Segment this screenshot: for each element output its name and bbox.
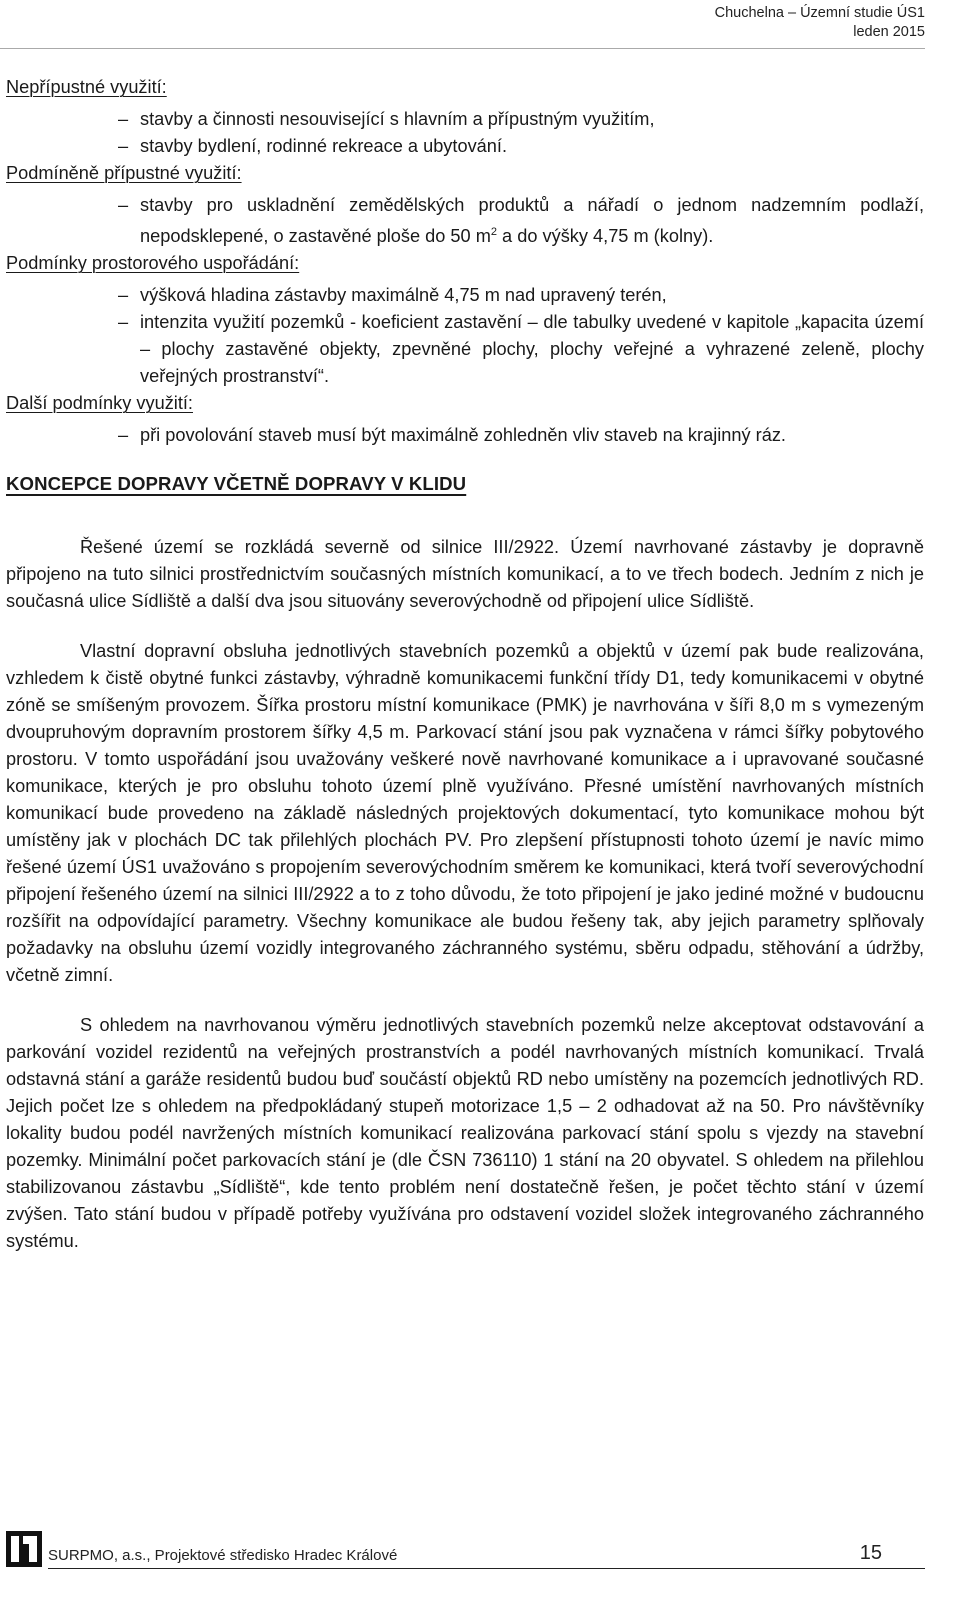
list-item (6, 192, 924, 250)
list-item (6, 422, 924, 449)
paragraph: Řešené území se rozkládá severně od silnice III/2922. Území navrhované zástavby je dopravně připojeno na tuto silnici prostřednictvím současných místních komunikací, a to ve třech bodech. Jedním z nich je současná ulice Sídliště a další dva jsou situovány severovýchodně od připojení ulice Sídliště. (6, 537, 924, 612)
list-item-text: při povolování staveb musí být maximálně zohledněn vliv staveb na krajinný ráz. (140, 425, 786, 446)
footer-company: SURPMO, a.s., Projektové středisko Hradec Králové (48, 1547, 398, 1564)
section-title-podminene: Podmíněně přípustné využití: (6, 163, 242, 183)
list-item-text-cont: a do výšky 4,75 m (kolny). (497, 226, 714, 247)
page-header (715, 4, 925, 42)
paragraph: S ohledem na navrhovanou výměru jednotlivých stavebních pozemků nelze akceptovat odstavování a parkování vozidel rezidentů na veřejných prostranstvích a podél navrhovaných místních komunikací. Trvalá odstavná stání a garáže residentů budou buď součástí objektů RD nebo umístěny na pozemcích jednotlivých RD. Jejich počet lze s ohledem na předpokládaný stupeň motorizace 1,5 – 2 odhadovat až na 50. Pro návštěvníky lokality budou podél navržených místních komunikací realizována parkovací stání spolu s vjezdy na stavební pozemky. Minimální počet parkovacích stání je (dle ČSN 736110) 1 stání na 20 obyvatel. S ohledem na přilehlou stabilizovanou zástavbu „Sídliště“, kde tento problém není dostatečně řešen, je počet těchto stání v území zvýšen. Tato stání budou v případě potřeby využívána pro odstavení vozidel složek integrovaného záchranného systému. (6, 1015, 924, 1252)
footer-divider (48, 1568, 925, 1569)
paragraph: Vlastní dopravní obsluha jednotlivých stavebních pozemků a objektů v území pak bude realizována, vzhledem k čistě obytné funkci zástavby, výhradně komunikacemi funkční třídy D1, tedy komunikacemi v obytné zóně se smíšeným provozem. Šířka prostoru místní komunikace (PMK) je navrhována v šíři 8,0 m s vymezeným dvoupruhovým dopravním prostorem šířky 4,5 m. Parkovací stání jsou pak vyznačena v rámci šířky pobytového prostoru. V tomto uspořádání jsou uvažovány veškeré nově navrhované komunikace a i upravované současné komunikace, kterých je pro obsluhu tohoto území plně využíváno. Přesné umístění navrhovaných místních komunikací bude provedeno na základě následných projektových dokumentací, tyto komunikace mohou být umístěny jak v plochách DC tak přilehlých plochách PV. Pro zlepšení přístupnosti tohoto území je navíc mimo řešené území ÚS1 uvažováno s propojením severovýchodním směrem ke komunikaci, která tvoří severovýchodní připojení řešeného území na silnici III/2922 a to z toho důvodu, že toto připojení je jako jediné možné v budoucnu rozšířit na odpovídající parametry. Všechny komunikace ale budou řešeny tak, aby jejich parametry splňovaly požadavky na obsluhu území vozidly integrovaného záchranného systému, sběru odpadu, stěhování a údržby, včetně zimní. (6, 641, 924, 986)
list-item-text: stavby bydlení, rodinné rekreace a ubytování. (140, 136, 508, 156)
section-title-prostor: Podmínky prostorového uspořádání: (6, 253, 300, 274)
section-title-dalsi: Další podmínky využití: (6, 393, 193, 414)
list-item (6, 282, 924, 309)
header-divider (0, 48, 925, 49)
header-date: leden 2015 (853, 24, 925, 40)
document-body (6, 74, 924, 1255)
bullet-dash: – (118, 312, 129, 333)
list-item-text: intenzita využití pozemků - koeficient zastavění – dle tabulky uvedené v kapitole „kapacita území – plochy zastavěné objekty, zpevněné plochy, plochy veřejné a vyhrazené zeleně, plochy veřejných prostranství“. (140, 312, 924, 387)
superscript-unit: 2 (490, 226, 497, 238)
bullet-dash: – (118, 109, 129, 129)
list-item (6, 309, 924, 390)
chapter-heading: KONCEPCE DOPRAVY VČETNĚ DOPRAVY V KLIDU (6, 473, 467, 495)
list-item-text: výšková hladina zástavby maximálně 4,75 m nad upravený terén, (140, 285, 667, 306)
list-item-text: stavby a činnosti nesouvisející s hlavním a přípustným využitím, (140, 109, 655, 129)
section-title-neprip: Nepřípustné využití: (6, 77, 167, 97)
list-item-text: stavby pro uskladnění zemědělských produktů a nářadí o jednom nadzemním podlaží, nepodsklepené, o zastavěné ploše do 50 m (140, 195, 924, 247)
page-number: 15 (859, 1542, 882, 1564)
bullet-dash: – (118, 136, 129, 156)
bullet-dash: – (118, 195, 129, 215)
header-document-title: Chuchelna – Územní studie ÚS1 (714, 5, 925, 21)
bullet-dash: – (118, 425, 129, 446)
list-item (6, 106, 924, 133)
bullet-dash: – (118, 285, 129, 306)
list-item (6, 133, 924, 160)
surpmo-logo-icon (6, 1531, 42, 1567)
